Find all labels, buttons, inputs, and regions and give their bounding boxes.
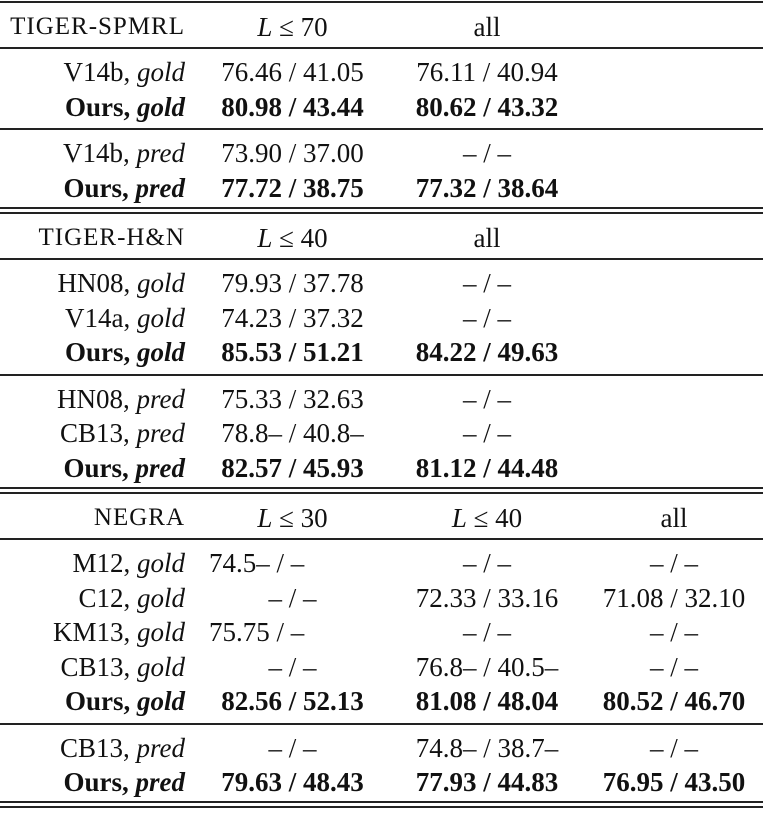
score-cell: 81.08 / 48.04: [415, 686, 559, 716]
system-name: V14b,: [63, 57, 137, 87]
score-cell: – / –: [462, 138, 511, 168]
score-cell: 72.33 / 33.16: [415, 582, 559, 613]
system-name: Ours,: [64, 686, 137, 716]
system-label: [53, 615, 185, 649]
header-rule: [0, 538, 763, 540]
header-rule: [0, 47, 763, 49]
setting-name: gold: [136, 651, 185, 682]
system-name: C12,: [78, 582, 137, 613]
score-cell: 74.23 / 37.32: [221, 302, 364, 333]
table-row: [0, 171, 763, 205]
system-label: [63, 765, 185, 799]
score-cell: 73.90 / 37.00: [221, 138, 364, 168]
table-row: [0, 335, 763, 369]
bottom-double-rule: [0, 801, 763, 803]
system-label: [65, 684, 185, 718]
setting-name: gold: [136, 91, 185, 122]
section-name: TIGER-H&N: [38, 224, 185, 251]
system-name: HN08,: [57, 383, 137, 414]
system-name: HN08,: [57, 268, 137, 298]
section-header-row: [0, 221, 763, 255]
score-cell: 81.12 / 44.48: [415, 452, 559, 483]
score-cell: 79.93 / 37.78: [221, 268, 364, 298]
score-cell: 75.75 / –: [209, 617, 305, 647]
score-cell: – / –: [462, 302, 511, 333]
table-row: [0, 684, 763, 718]
score-cell: 78.8– / 40.8–: [221, 418, 364, 448]
score-cell: 80.62 / 43.32: [415, 91, 559, 122]
score-cell: 84.22 / 49.63: [415, 337, 559, 367]
column-header: L ≤ 70: [257, 12, 328, 42]
system-label: [63, 55, 185, 89]
table-row: [0, 55, 763, 89]
section-header-row: [0, 10, 763, 44]
score-cell: – / –: [462, 383, 511, 414]
system-name: M12,: [72, 548, 137, 578]
score-cell: – / –: [268, 732, 317, 763]
setting-name: gold: [136, 337, 185, 367]
system-name: Ours,: [64, 91, 137, 122]
section-name: TIGER-SPMRL: [10, 13, 185, 40]
system-label: [57, 382, 185, 416]
table-row: [0, 90, 763, 124]
score-cell: 74.5– / –: [209, 548, 305, 578]
setting-name: pred: [135, 172, 185, 203]
score-cell: – / –: [649, 548, 698, 578]
system-name: V14b,: [63, 138, 137, 168]
system-name: Ours,: [63, 172, 136, 203]
system-name: KM13,: [52, 617, 137, 647]
score-cell: 71.08 / 32.10: [602, 582, 746, 613]
column-header: L ≤ 30: [257, 503, 328, 533]
setting-name: gold: [136, 548, 185, 578]
group-rule: [0, 128, 763, 130]
column-header: L ≤ 40: [451, 503, 523, 533]
system-label: [65, 301, 185, 335]
setting-name: gold: [136, 582, 185, 613]
table-row: [0, 731, 763, 765]
score-cell: – / –: [649, 651, 698, 682]
system-label: [65, 90, 185, 124]
column-header: L ≤ 40: [257, 223, 328, 253]
system-name: Ours,: [63, 767, 136, 797]
system-label: [63, 136, 185, 170]
bottom-double-rule: [0, 806, 763, 808]
table-row: [0, 416, 763, 450]
setting-name: gold: [136, 57, 185, 87]
section-double-rule: [0, 492, 763, 494]
setting-name: gold: [136, 302, 185, 333]
setting-name: pred: [136, 138, 185, 168]
system-label: [63, 171, 185, 205]
table-row: [0, 451, 763, 485]
setting-name: pred: [136, 383, 185, 414]
system-label: [57, 266, 185, 300]
table-row: [0, 650, 763, 684]
setting-name: pred: [136, 732, 185, 763]
section-double-rule: [0, 207, 763, 209]
group-rule: [0, 374, 763, 376]
table-row: [0, 301, 763, 335]
score-cell: 76.46 / 41.05: [221, 57, 364, 87]
system-label: [78, 581, 185, 615]
table-row: [0, 581, 763, 615]
score-cell: 82.56 / 52.13: [221, 686, 364, 716]
score-cell: 77.72 / 38.75: [221, 172, 364, 203]
setting-name: pred: [136, 418, 185, 448]
system-name: Ours,: [63, 452, 136, 483]
table-row: [0, 136, 763, 170]
section-double-rule: [0, 487, 763, 489]
score-cell: – / –: [649, 732, 698, 763]
score-cell: 79.63 / 48.43: [221, 767, 364, 797]
system-label: [63, 451, 185, 485]
section-name: NEGRA: [93, 504, 185, 531]
setting-name: pred: [135, 452, 185, 483]
system-label: [60, 416, 185, 450]
score-cell: 85.53 / 51.21: [221, 337, 364, 367]
section-header-row: [0, 501, 763, 535]
score-cell: 76.95 / 43.50: [602, 767, 746, 797]
system-name: Ours,: [64, 337, 137, 367]
score-cell: 76.8– / 40.5–: [415, 651, 559, 682]
table-row: [0, 615, 763, 649]
score-cell: – / –: [268, 651, 317, 682]
header-rule: [0, 258, 763, 260]
system-label: [72, 546, 185, 580]
system-name: CB13,: [59, 732, 137, 763]
system-name: CB13,: [59, 418, 137, 448]
score-cell: 80.52 / 46.70: [602, 686, 746, 716]
section-double-rule: [0, 212, 763, 214]
system-label: [65, 335, 185, 369]
score-cell: 77.93 / 44.83: [415, 767, 559, 797]
score-cell: 76.11 / 40.94: [416, 57, 558, 87]
score-cell: – / –: [462, 268, 511, 298]
score-cell: – / –: [462, 548, 511, 578]
score-cell: 80.98 / 43.44: [221, 91, 364, 122]
table-row: [0, 382, 763, 416]
table-row: [0, 546, 763, 580]
score-cell: – / –: [462, 418, 511, 448]
setting-name: gold: [136, 617, 185, 647]
score-cell: – / –: [649, 617, 698, 647]
column-header: all: [660, 503, 688, 533]
setting-name: gold: [136, 686, 185, 716]
group-rule: [0, 723, 763, 725]
table-row: [0, 765, 763, 799]
score-cell: 75.33 / 32.63: [221, 383, 364, 414]
system-name: CB13,: [60, 651, 137, 682]
score-cell: – / –: [268, 582, 317, 613]
column-header: all: [473, 12, 501, 42]
column-header: all: [473, 223, 501, 253]
score-cell: 74.8– / 38.7–: [415, 732, 559, 763]
score-cell: 82.57 / 45.93: [221, 452, 364, 483]
table-row: [0, 266, 763, 300]
system-label: [60, 650, 185, 684]
setting-name: pred: [135, 767, 185, 797]
score-cell: – / –: [462, 617, 511, 647]
top-rule: [0, 1, 763, 3]
setting-name: gold: [136, 268, 185, 298]
system-name: V14a,: [65, 302, 137, 333]
system-label: [60, 731, 185, 765]
score-cell: 77.32 / 38.64: [415, 172, 559, 203]
